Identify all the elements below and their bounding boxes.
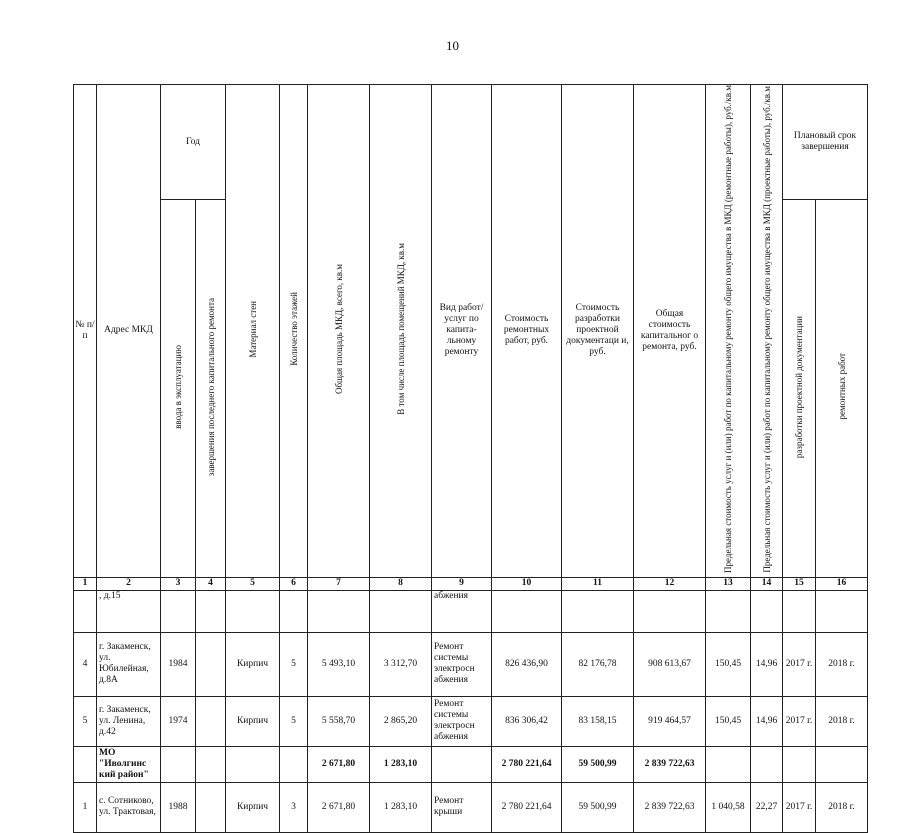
cell-address: с. Сотниково, ул. Трактовая,	[97, 782, 161, 832]
cell-number	[74, 746, 97, 782]
cell-premises-area: 3 312,70	[370, 632, 432, 696]
cell-repair-cost: 2 780 221,64	[492, 782, 562, 832]
repair-plan-table	[73, 84, 868, 833]
table-row	[74, 782, 868, 832]
cell-work-type: Ремонт системы электросн абжения	[432, 696, 492, 746]
cell-commissioning-year	[161, 746, 196, 782]
cell-plan-repair: 2018 г.	[816, 696, 868, 746]
header-total-cost: Общая стоимость капитальног о ремонта, руб.	[634, 85, 706, 578]
col-number: 4	[196, 577, 226, 590]
cell-total-area: 5 558,70	[308, 696, 370, 746]
header-address: Адрес МКД	[97, 85, 161, 578]
cell-district: МО "Иволгинс кий район"	[97, 746, 161, 782]
header-limit-design: Предельная стоимость услуг и (или) работ по капитальному ремонту общего имущества в МКД (проектные работы), руб./кв.м	[751, 85, 783, 578]
cell-plan-repair	[816, 590, 868, 632]
col-number: 5	[226, 577, 280, 590]
cell-total-cost: 908 613,67	[634, 632, 706, 696]
col-number: 16	[816, 577, 868, 590]
cell-total-area: 2 671,80	[308, 746, 370, 782]
cell-commissioning-year: 1984	[161, 632, 196, 696]
cell-wall-material: Кирпич	[226, 632, 280, 696]
cell-last-repair-year	[196, 632, 226, 696]
header-design-cost: Стоимость разработки проектной документаци и, руб.	[562, 85, 634, 578]
col-number: 13	[706, 577, 751, 590]
cell-number	[74, 590, 97, 632]
cell-wall-material: Кирпич	[226, 696, 280, 746]
cell-design-cost: 82 176,78	[562, 632, 634, 696]
header-wall-material: Материал стен	[226, 85, 280, 578]
cell-address: , д.15	[97, 590, 161, 632]
cell-commissioning-year: 1974	[161, 696, 196, 746]
header-premises-area: В том числе площадь помещений МКД, кв.м	[370, 85, 432, 578]
cell-plan-design	[783, 590, 816, 632]
cell-floors: 3	[280, 782, 308, 832]
cell-last-repair-year	[196, 696, 226, 746]
cell-commissioning-year	[161, 590, 196, 632]
header-plan-repair: ремонтных работ	[816, 200, 868, 578]
cell-address: г. Закаменск, ул. Ленина, д.42	[97, 696, 161, 746]
cell-repair-cost	[492, 590, 562, 632]
cell-number: 1	[74, 782, 97, 832]
cell-plan-design: 2017 г.	[783, 782, 816, 832]
page-number: 10	[446, 38, 459, 53]
table-row-subtotal	[74, 746, 868, 782]
cell-total-cost: 2 839 722,63	[634, 746, 706, 782]
cell-total-cost: 919 464,57	[634, 696, 706, 746]
table-row	[74, 696, 868, 746]
cell-design-cost: 83 158,15	[562, 696, 634, 746]
cell-total-area: 2 671,80	[308, 782, 370, 832]
table-row	[74, 590, 868, 632]
cell-limit-repair	[706, 746, 751, 782]
header-number: № п/ п	[74, 85, 97, 578]
col-number: 8	[370, 577, 432, 590]
cell-design-cost: 59 500,99	[562, 782, 634, 832]
cell-floors: 5	[280, 632, 308, 696]
header-last-repair-year: завершения последнего капитального ремонта	[196, 200, 226, 578]
cell-total-area: 5 493,10	[308, 632, 370, 696]
cell-premises-area: 1 283,10	[370, 746, 432, 782]
cell-premises-area: 1 283,10	[370, 782, 432, 832]
cell-work-type: Ремонт системы электросн абжения	[432, 632, 492, 696]
header-limit-repair: Предельная стоимость услуг и (или) работ по капитальному ремонту общего имущества в МКД (ремонтные работы), руб./кв.м	[706, 85, 751, 578]
header-floors: Количество этажей	[280, 85, 308, 578]
cell-plan-repair	[816, 746, 868, 782]
header-plan-group: Плановый срок завершения	[783, 85, 868, 200]
cell-repair-cost: 836 306,42	[492, 696, 562, 746]
cell-repair-cost: 826 436,90	[492, 632, 562, 696]
cell-plan-design: 2017 г.	[783, 632, 816, 696]
cell-plan-design: 2017 г.	[783, 696, 816, 746]
header-repair-cost: Стоимость ремонтных работ, руб.	[492, 85, 562, 578]
col-number: 7	[308, 577, 370, 590]
cell-number: 4	[74, 632, 97, 696]
cell-floors: 5	[280, 696, 308, 746]
cell-last-repair-year	[196, 782, 226, 832]
header-commissioning-year: ввода в эксплуатацию	[161, 200, 196, 578]
cell-repair-cost: 2 780 221,64	[492, 746, 562, 782]
cell-limit-design: 14,96	[751, 632, 783, 696]
cell-design-cost	[562, 590, 634, 632]
col-number: 1	[74, 577, 97, 590]
cell-plan-repair: 2018 г.	[816, 632, 868, 696]
header-total-area: Общая площадь МКД, всего, кв.м	[308, 85, 370, 578]
cell-limit-design	[751, 746, 783, 782]
header-year-group: Год	[161, 85, 226, 200]
cell-plan-design	[783, 746, 816, 782]
cell-premises-area	[370, 590, 432, 632]
cell-plan-repair: 2018 г.	[816, 782, 868, 832]
col-number: 6	[280, 577, 308, 590]
cell-wall-material	[226, 590, 280, 632]
cell-limit-design	[751, 590, 783, 632]
col-number: 2	[97, 577, 161, 590]
cell-floors	[280, 746, 308, 782]
cell-limit-repair: 150,45	[706, 696, 751, 746]
cell-work-type	[432, 746, 492, 782]
cell-premises-area: 2 865,20	[370, 696, 432, 746]
col-number: 12	[634, 577, 706, 590]
cell-wall-material: Кирпич	[226, 782, 280, 832]
cell-address: г. Закаменск, ул. Юбилейная, д.8А	[97, 632, 161, 696]
header-plan-design: разработки проектной документации	[783, 200, 816, 578]
cell-limit-repair: 1 040,58	[706, 782, 751, 832]
cell-work-type: Ремонт крыши	[432, 782, 492, 832]
cell-number: 5	[74, 696, 97, 746]
cell-limit-design: 22,27	[751, 782, 783, 832]
table-row	[74, 632, 868, 696]
cell-limit-repair	[706, 590, 751, 632]
col-number: 15	[783, 577, 816, 590]
cell-floors	[280, 590, 308, 632]
cell-limit-repair: 150,45	[706, 632, 751, 696]
cell-work-type: абжения	[432, 590, 492, 632]
cell-total-cost: 2 839 722,63	[634, 782, 706, 832]
col-number: 3	[161, 577, 196, 590]
cell-total-cost	[634, 590, 706, 632]
cell-wall-material	[226, 746, 280, 782]
col-number: 14	[751, 577, 783, 590]
col-number: 10	[492, 577, 562, 590]
cell-commissioning-year: 1988	[161, 782, 196, 832]
header-work-type: Вид работ/ услуг по капита-льному ремонту	[432, 85, 492, 578]
cell-total-area	[308, 590, 370, 632]
col-number: 9	[432, 577, 492, 590]
cell-last-repair-year	[196, 590, 226, 632]
col-number: 11	[562, 577, 634, 590]
cell-design-cost: 59 500,99	[562, 746, 634, 782]
column-numbers-row	[74, 577, 868, 590]
cell-last-repair-year	[196, 746, 226, 782]
cell-limit-design: 14,96	[751, 696, 783, 746]
